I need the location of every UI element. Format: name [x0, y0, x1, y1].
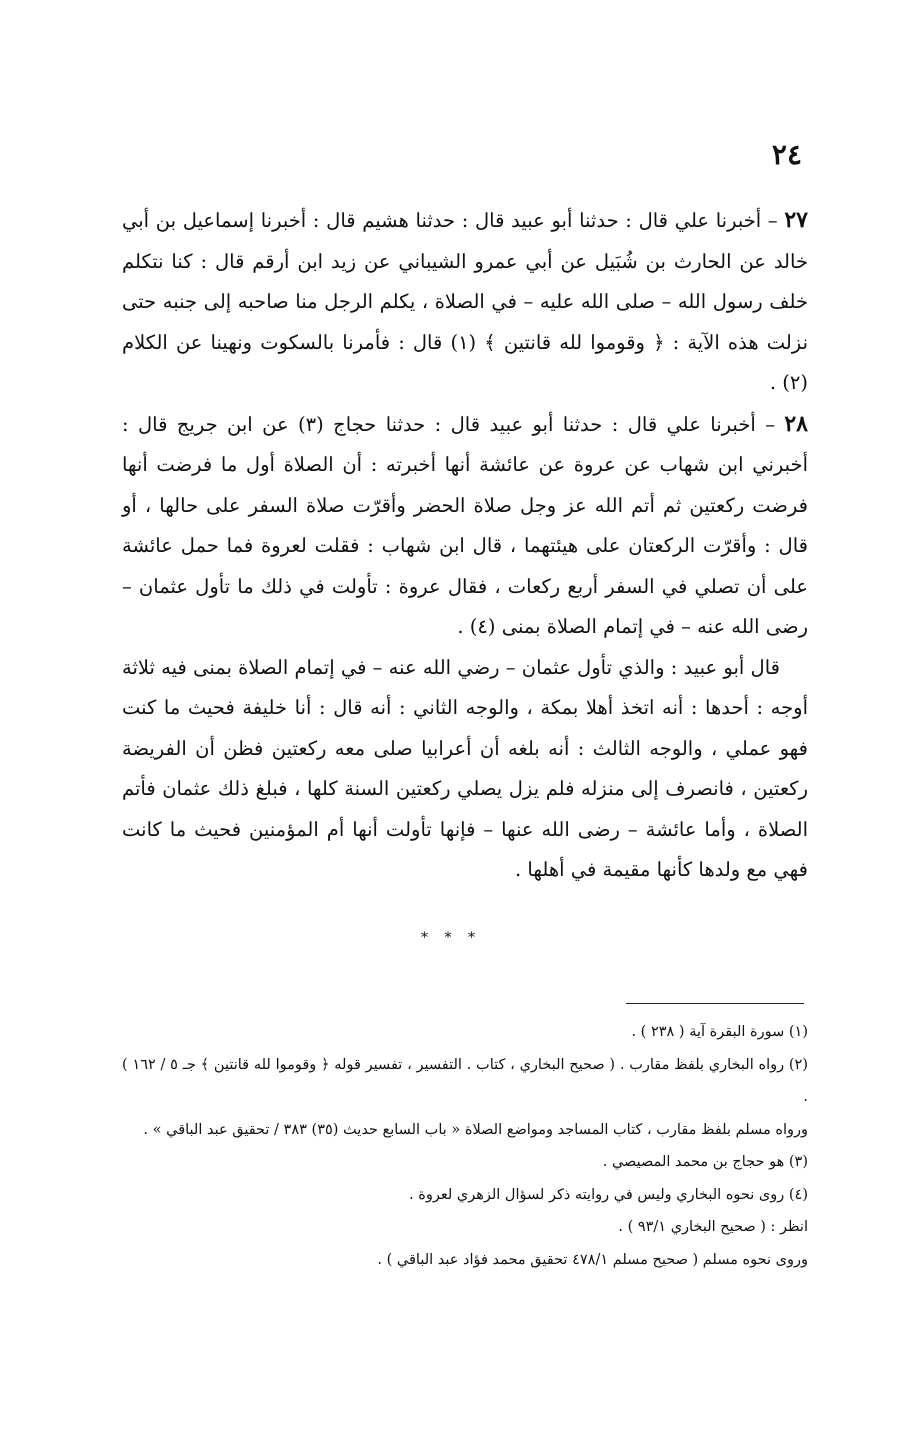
hadith-number: ٢٧ — [784, 207, 808, 233]
footnote: (٤) روى نحوه البخاري وليس في روايته ذكر لسؤال الزهري لعروة . — [409, 1186, 808, 1203]
footnote: انظر : ( صحيح البخاري ٩٣/١ ) . — [618, 1219, 808, 1235]
footnote: وروى نحوه مسلم ( صحيح مسلم ٤٧٨/١ تحقيق محمد فؤاد عبد الباقي ) . — [377, 1251, 808, 1268]
hadith-text: – أخبرنا علي قال : حدثنا أبو عبيد قال : حدثنا حجاج (٣) عن ابن جريج قال : أخبرني ابن شهاب عن عروة عن عائشة أنها أخبرته : أن الصلاة أول ما فرضت أنها فرضت ركعتين ثم أتم الله عز وجل صلاة الحضر وأقرّت صلاة السفر على حالها ، أو قال : وأقرّت الركعتان على هيئتهما ، قال ابن شهاب : فقلت لعروة فما حمل عائشة على أن تصلي في السفر أربع ركعات ، فقال عروة : تأولت في ذلك ما تأول عثمان – رضى الله عنه – في إتمام الصلاة بمنى (٤) . — [122, 412, 808, 638]
hadith-text: – أخبرنا علي قال : حدثنا أبو عبيد قال : حدثنا هشيم قال : أخبرنا إسماعيل بن أبي خالد عن الحارث بن شُبَيل عن أبي عمرو الشيباني عن زيد ابن أرقم قال : كنا نتكلم خلف رسول الله – صلى الله عليه – في الصلاة ، يكلم الرجل منا صاحبه إلى جنبه حتى نزلت هذه الآية : ﴿ وقوموا لله قانتين ﴾ (١) قال : فأمرنا بالسكوت ونهينا عن الكلام (٢) . — [122, 209, 808, 394]
main-text — [122, 200, 808, 891]
footnote: (٢) رواه البخاري بلفظ مقارب . ( صحيح البخاري ، كتاب . التفسير ، تفسير قوله ﴿ وقوموا لله قانتين ﴾ جـ ٥ / ١٦٢ ) . — [122, 1056, 808, 1105]
footnotes — [122, 1016, 808, 1276]
footnote-divider — [626, 1003, 804, 1004]
page-number: ٢٤ — [771, 138, 802, 171]
hadith-number: ٢٨ — [784, 410, 808, 437]
hadith-27 — [122, 200, 808, 404]
footnote: (٣) هو حجاج بن محمد المصيصي . — [602, 1154, 808, 1170]
section-separator: * * * — [421, 930, 481, 946]
footnote: (١) سورة البقرة آية ( ٢٣٨ ) . — [631, 1024, 808, 1040]
hadith-28 — [122, 404, 808, 648]
commentary-paragraph: قال أبو عبيد : والذي تأول عثمان – رضي الله عنه – في إتمام الصلاة بمنى فيه ثلاثة أوجه : أحدها : أنه اتخذ أهلا بمكة ، والوجه الثاني : أنه قال : أنا خليفة فحيث ما كنت فهو عملي ، والوجه الثالث : أنه بلغه أن أعرابيا صلى معه ركعتين فظن أن الفريضة ركعتين ، فانصرف إلى منزله فلم يزل يصلي ركعتين السنة كلها ، فبلغ ذلك عثمان فأتم الصلاة ، وأما عائشة – رضى الله عنها – فإنها تأولت أنها أم المؤمنين فحيث ما كانت فهي مع ولدها كأنها مقيمة في أهلها . — [122, 655, 808, 881]
footnote: ورواه مسلم بلفظ مقارب ، كتاب المساجد ومواضع الصلاة « باب السابع حديث (٣٥) ٣٨٣ / تحقيق عبد الباقي » . — [143, 1121, 808, 1138]
